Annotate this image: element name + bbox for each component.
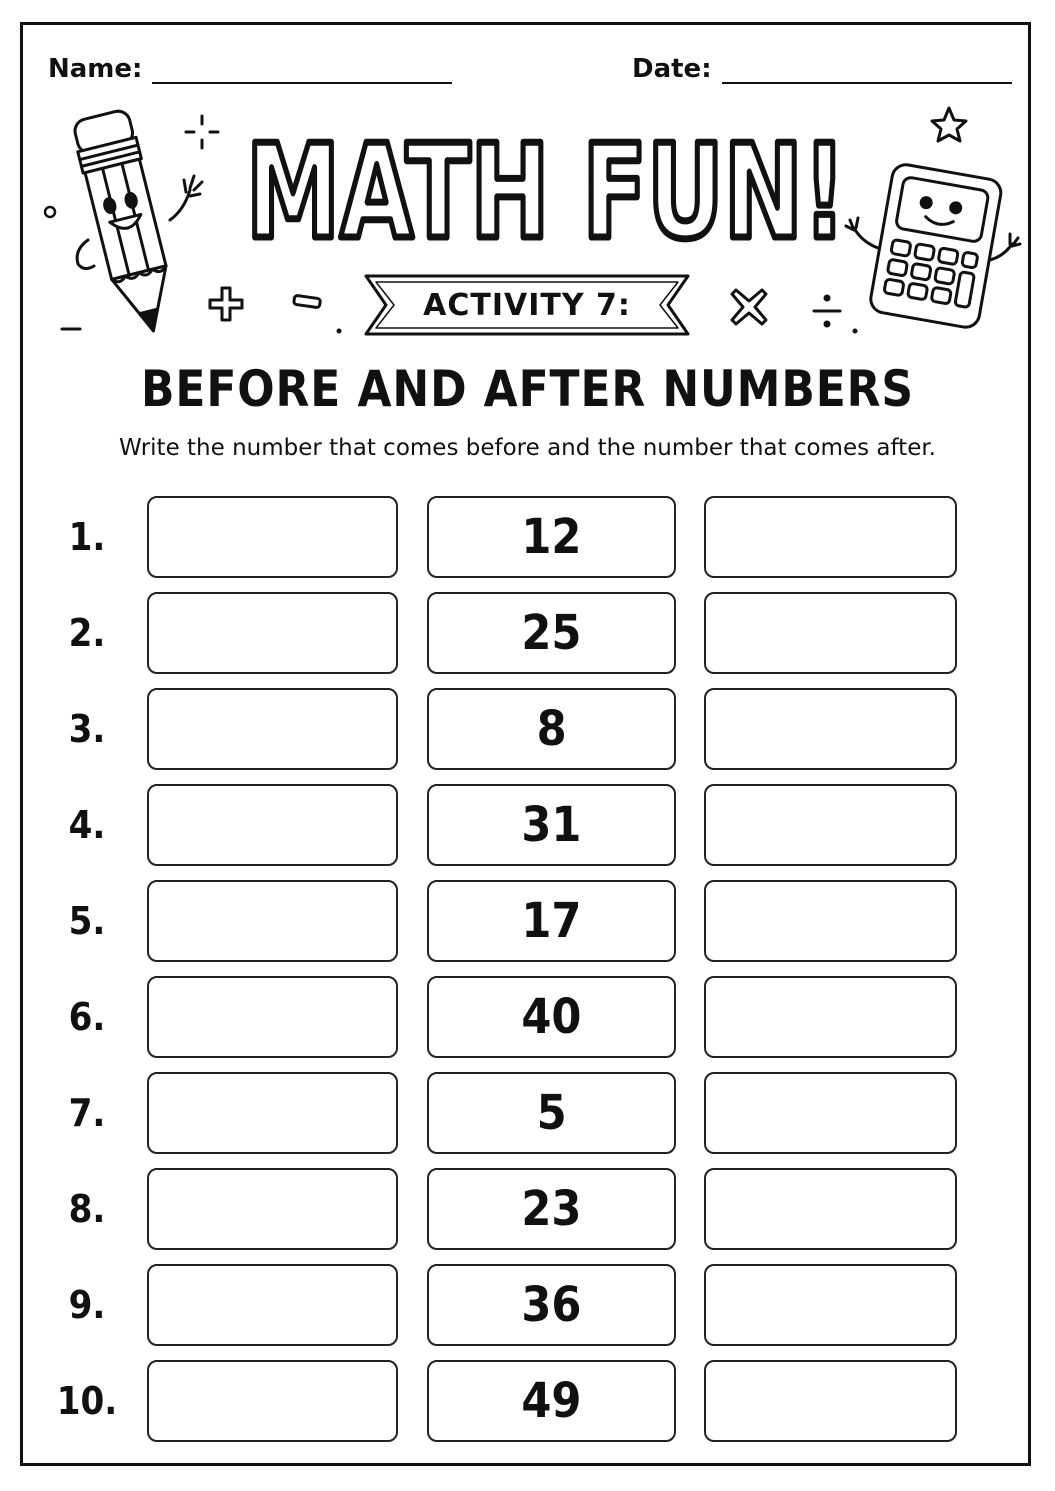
divide-icon	[810, 290, 844, 332]
given-number: 23	[521, 1181, 582, 1237]
given-number-box	[427, 1072, 676, 1154]
plus-icon	[204, 282, 248, 326]
after-answer-box[interactable]	[704, 880, 957, 962]
before-answer-box[interactable]	[147, 1072, 398, 1154]
title-graphic	[236, 112, 856, 268]
dash-icon	[58, 322, 84, 336]
given-number-box	[427, 880, 676, 962]
before-answer-box[interactable]	[147, 592, 398, 674]
calculator-character-icon	[840, 160, 1025, 340]
given-number-box	[427, 688, 676, 770]
row-number: 9.	[68, 1283, 106, 1327]
given-number: 25	[521, 605, 582, 661]
before-answer-box[interactable]	[147, 496, 398, 578]
given-number: 12	[521, 509, 582, 565]
row-number: 3.	[68, 707, 106, 751]
exercise-row	[0, 880, 1055, 962]
before-answer-box[interactable]	[147, 1168, 398, 1250]
exercise-row	[0, 592, 1055, 674]
date-label: Date:	[632, 54, 712, 84]
sparkle-icon	[182, 112, 222, 152]
exercise-row	[0, 496, 1055, 578]
given-number-box	[427, 976, 676, 1058]
given-number: 5	[536, 1085, 567, 1141]
before-answer-box[interactable]	[147, 784, 398, 866]
given-number: 49	[521, 1373, 582, 1429]
after-answer-box[interactable]	[704, 1072, 957, 1154]
exercise-row	[0, 976, 1055, 1058]
row-number: 10.	[56, 1379, 118, 1423]
times-icon	[728, 286, 770, 328]
section-heading: BEFORE AND AFTER NUMBERS	[140, 360, 915, 418]
row-number: 7.	[68, 1091, 106, 1135]
name-field[interactable]	[48, 50, 452, 84]
exercise-row	[0, 1360, 1055, 1442]
before-answer-box[interactable]	[147, 976, 398, 1058]
dot-icon	[334, 326, 344, 336]
row-number: 1.	[68, 515, 106, 559]
given-number: 40	[521, 989, 582, 1045]
after-answer-box[interactable]	[704, 1264, 957, 1346]
row-number: 5.	[68, 899, 106, 943]
title-text: MATH FUN!	[246, 116, 846, 268]
after-answer-box[interactable]	[704, 976, 957, 1058]
given-number: 36	[521, 1277, 582, 1333]
before-answer-box[interactable]	[147, 880, 398, 962]
exercise-row	[0, 688, 1055, 770]
after-answer-box[interactable]	[704, 1360, 957, 1442]
minus-icon	[290, 290, 326, 314]
given-number: 17	[521, 893, 582, 949]
exercise-row	[0, 784, 1055, 866]
row-number: 6.	[68, 995, 106, 1039]
given-number-box	[427, 1264, 676, 1346]
before-answer-box[interactable]	[147, 688, 398, 770]
after-answer-box[interactable]	[704, 496, 957, 578]
before-answer-box[interactable]	[147, 1264, 398, 1346]
given-number-box	[427, 592, 676, 674]
name-label: Name:	[48, 54, 143, 84]
after-answer-box[interactable]	[704, 688, 957, 770]
after-answer-box[interactable]	[704, 784, 957, 866]
exercise-row	[0, 1264, 1055, 1346]
after-answer-box[interactable]	[704, 592, 957, 674]
exercise-row	[0, 1072, 1055, 1154]
given-number-box	[427, 784, 676, 866]
activity-label: ACTIVITY 7:	[423, 287, 631, 323]
row-number: 2.	[68, 611, 106, 655]
date-line[interactable]	[722, 56, 1012, 84]
before-answer-box[interactable]	[147, 1360, 398, 1442]
given-number: 31	[521, 797, 582, 853]
given-number-box	[427, 496, 676, 578]
given-number-box	[427, 1168, 676, 1250]
after-answer-box[interactable]	[704, 1168, 957, 1250]
dot-icon	[850, 326, 860, 336]
row-number: 8.	[68, 1187, 106, 1231]
given-number-box	[427, 1360, 676, 1442]
instructions: Write the number that comes before and the number that comes after.	[119, 435, 936, 461]
star-icon	[928, 104, 970, 146]
circle-dot-icon	[42, 204, 58, 220]
given-number: 8	[536, 701, 567, 757]
row-number: 4.	[68, 803, 106, 847]
name-line[interactable]	[152, 56, 452, 84]
exercise-row	[0, 1168, 1055, 1250]
date-field[interactable]	[632, 50, 1012, 84]
